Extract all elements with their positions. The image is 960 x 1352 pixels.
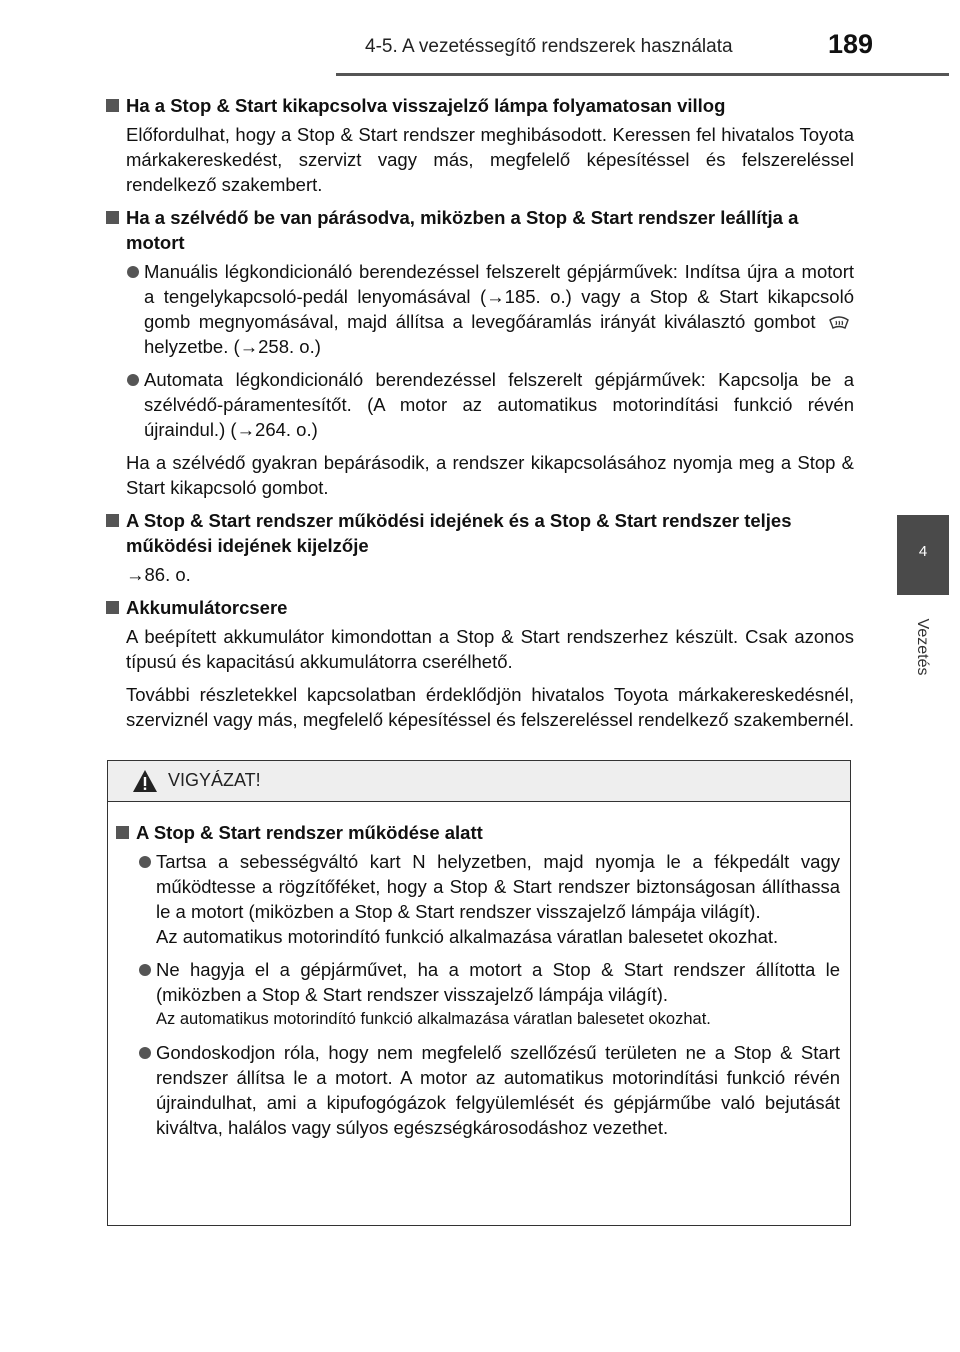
list-item-note: Az automatikus motorindító funkció alkalmazása váratlan balesetet okozhat. (156, 1010, 711, 1028)
heading-text: A Stop & Start rendszer működése alatt (136, 822, 483, 843)
page-number: 189 (828, 29, 874, 59)
caution-body (108, 802, 850, 1140)
heading-text: A Stop & Start rendszer működési idejének és a Stop & Start rendszer teljes működési idejének kijelzője (126, 510, 792, 556)
list-item-text: Gondoskodjon róla, hogy nem megfelelő szellőzésű területen ne a Stop & Start rendszer állítsa le a motort. A motor az automatikus motorindítási funkció révén újraindulhat, ami a kipufogógázok felgyülemlését és gépjárműbe való bejutását kiváltva, halálos vagy súlyos egészségkárosodáshoz vezethet. (156, 1042, 840, 1138)
chapter-label-text: Vezetés (914, 618, 931, 676)
section-heading (104, 595, 854, 620)
list-item-text: Automata légkondicionáló berendezéssel felszerelt gépjárművek: Kapcsolja be a szélvédő-páramentesítőt. (A motor az automatikus motorindítási funkció révén újraindul.) (→264. o.) (144, 369, 854, 440)
list-item (104, 367, 854, 442)
list-item (114, 957, 840, 1032)
list-item-text: Tartsa a sebességváltó kart N helyzetben, majd nyomja le a fékpedált vagy működtesse a rögzítőféket, hogy a Stop & Start rendszer biztonságosan állíthassa le a motort (miközben a Stop & Start rendszer visszajelző lámpája világít). (156, 851, 840, 922)
heading-text: Ha a szélvédő be van párásodva, miközben a Stop & Start rendszer leállítja a motort (126, 207, 799, 253)
warning-triangle-icon (132, 769, 158, 793)
square-bullet-icon (116, 826, 129, 839)
square-bullet-icon (106, 211, 119, 224)
square-bullet-icon (106, 601, 119, 614)
round-bullet-icon (127, 266, 139, 278)
round-bullet-icon (127, 374, 139, 386)
section-heading (104, 93, 854, 118)
main-content (104, 93, 854, 740)
heading-text: Akkumulátorcsere (126, 597, 288, 618)
section-header-title: 4-5. A vezetéssegítő rendszerek használata (365, 36, 733, 57)
caution-heading (114, 820, 840, 845)
list-item-text: helyzetbe. (→258. o.) (144, 336, 321, 357)
caution-header (108, 761, 850, 802)
round-bullet-icon (139, 856, 151, 868)
caution-title: VIGYÁZAT! (168, 770, 261, 790)
chapter-number: 4 (918, 543, 928, 560)
section-heading (104, 205, 854, 255)
square-bullet-icon (106, 99, 119, 112)
chapter-label (904, 608, 940, 688)
list-item (104, 259, 854, 359)
heading-text: Ha a Stop & Start kikapcsolva visszajelző lámpa folyamatosan villog (126, 95, 726, 116)
list-item-text: Manuális légkondicionáló berendezéssel felszerelt gépjárművek: Indítsa újra a motort a tengelykapcsoló-pedál lenyomásával (→185. o.) vagy a Stop & Start kikapcsoló gomb megnyomásával, majd állítsa a levegőáramlás irányát kiválasztó gombot (144, 261, 854, 332)
page-reference: →86. o. (126, 564, 191, 585)
header-divider (336, 73, 949, 76)
windshield-defroster-icon (828, 314, 850, 330)
list-item-note: Az automatikus motorindító funkció alkalmazása váratlan balesetet okozhat. (156, 926, 779, 947)
paragraph: Előfordulhat, hogy a Stop & Start rendszer meghibásodott. Keressen fel hivatalos Toyota márkakereskedést, szervizt vagy más, megfelelő képesítéssel és felszereléssel rendelkező szakembert. (126, 124, 854, 195)
square-bullet-icon (106, 514, 119, 527)
chapter-tab (897, 515, 949, 595)
paragraph: A beépített akkumulátor kimondottan a Stop & Start rendszerhez készült. Csak azonos típusú és kapacitású akkumulátorra cserélhető. (126, 626, 854, 672)
section-heading (104, 508, 854, 558)
paragraph: További részletekkel kapcsolatban érdeklődjön hivatalos Toyota márkakereskedésnél, szerviznél vagy más, megfelelő képesítéssel és felszereléssel rendelkező szakembernél. (126, 684, 855, 730)
list-item (114, 849, 840, 949)
caution-box (107, 760, 851, 1226)
paragraph: Ha a szélvédő gyakran bepárásodik, a rendszer kikapcsolásához nyomja meg a Stop & Start kikapcsoló gombot. (126, 452, 854, 498)
list-item (114, 1040, 840, 1140)
round-bullet-icon (139, 964, 151, 976)
round-bullet-icon (139, 1047, 151, 1059)
list-item-text: Ne hagyja el a gépjárművet, ha a motort a Stop & Start rendszer állította le (miközben a Stop & Start rendszer visszajelző lámpája világít). (156, 959, 840, 1005)
